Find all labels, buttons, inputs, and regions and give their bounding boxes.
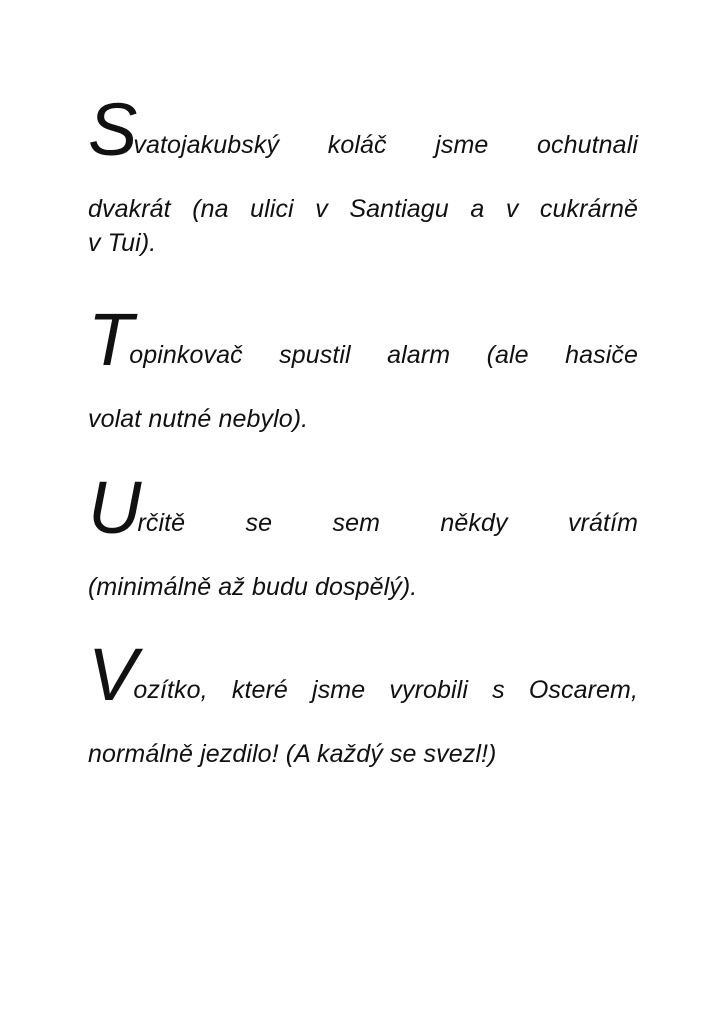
drop-cap-initial: U bbox=[88, 466, 138, 549]
paragraph-line: v Tui). bbox=[88, 229, 157, 257]
paragraph-line: dvakrát (na ulici v Santiagu a v cukrárně bbox=[88, 195, 638, 223]
paragraph-line bbox=[88, 633, 638, 722]
drop-cap-initial: S bbox=[88, 88, 134, 171]
paragraph-text: ozítko, které jsme vyrobili s Oscarem, bbox=[133, 676, 638, 704]
paragraph-line bbox=[88, 466, 638, 555]
paragraph-line bbox=[88, 88, 638, 177]
paragraph-s bbox=[88, 88, 638, 265]
paragraph-line: (minimálně až budu dospělý). bbox=[88, 573, 418, 601]
drop-cap-initial: T bbox=[88, 298, 130, 381]
paragraph-v bbox=[88, 633, 638, 786]
paragraph-u bbox=[88, 466, 638, 619]
drop-cap-initial: V bbox=[88, 633, 134, 716]
paragraph-line: volat nutné nebylo). bbox=[88, 405, 309, 433]
paragraph-text: vatojakubský koláč jsme ochutnali bbox=[133, 131, 638, 159]
paragraph-line: normálně jezdilo! (A každý se svezl!) bbox=[88, 740, 497, 768]
paragraph-text: opinkovač spustil alarm (ale hasiče bbox=[129, 341, 638, 369]
paragraph-text: rčitě se sem někdy vrátím bbox=[137, 509, 638, 537]
paragraph-t bbox=[88, 298, 638, 451]
paragraph-line bbox=[88, 298, 638, 387]
